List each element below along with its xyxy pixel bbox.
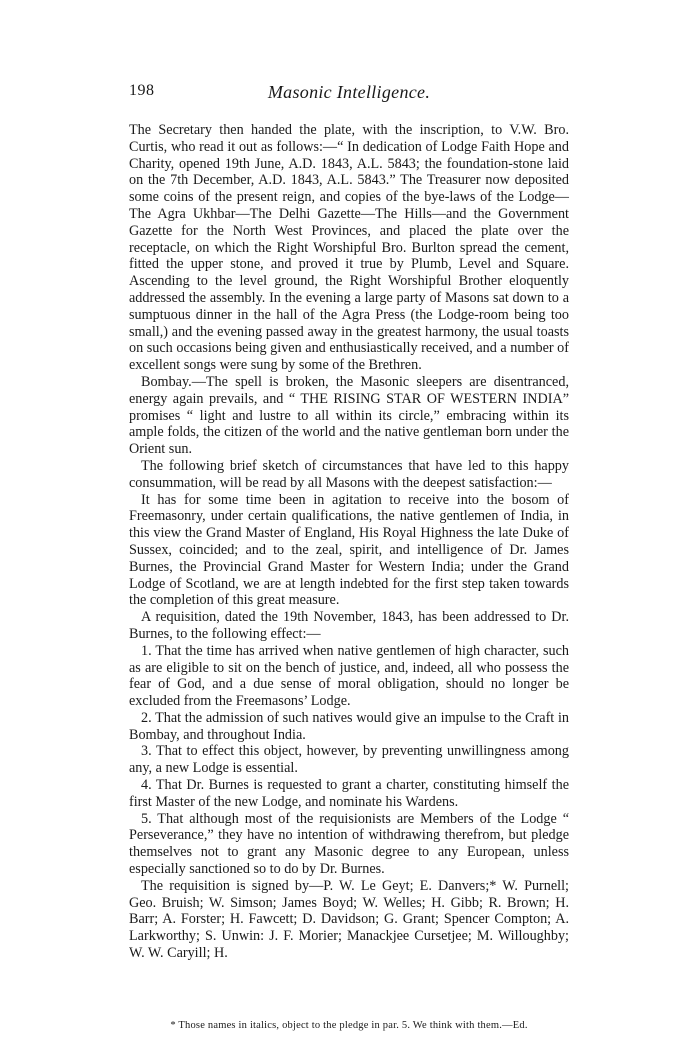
page-header — [129, 82, 569, 106]
list-item-1: 1. That the time has arrived when native gentlemen of high character, such as are eligible to sit on the bench of justice, and, indeed, all who possess the fear of God, and a due sense of moral obligation, should no longer be excluded from the Freemasons’ Lodge. — [129, 642, 569, 710]
list-item-5: 5. That although most of the requisionists are Members of the Lodge “ Perseverance,” they have no intention of withdrawing therefrom, but pledge themselves not to grant any Masonic degree to any European, unless especially sanctioned so to do by Dr. Burnes. — [129, 810, 569, 878]
running-title: Masonic Intelligence. — [267, 82, 431, 102]
footnote: * Those names in italics, object to the pledge in par. 5. We think with them.—Ed. — [170, 1020, 528, 1031]
list-item-2: 2. That the admission of such natives would give an impulse to the Craft in Bombay, and throughout India. — [129, 709, 569, 743]
page-body — [129, 122, 569, 962]
list-item-3: 3. That to effect this object, however, by preventing unwillingness among any, a new Lodge is essential. — [129, 743, 569, 777]
paragraph-requisition: A requisition, dated the 19th November, 1843, has been addressed to Dr. Burnes, to the following effect:— — [129, 609, 569, 642]
paragraph-bombay: Bombay.—The spell is broken, the Masonic sleepers are disentranced, energy again prevails, and “ THE RISING STAR OF WESTERN INDIA” promises “ light and lustre to all within its circle,” embracing within its ample folds, the citizen of the world and the native gentleman born under the Orient sun. — [129, 373, 569, 458]
page-number: 198 — [129, 82, 155, 99]
list-item-4: 4. That Dr. Burnes is requested to grant a charter, constituting himself the first Master of the new Lodge, and nominate his Wardens. — [129, 777, 569, 810]
paragraph-dedication: The Secretary then handed the plate, with the inscription, to V.W. Bro. Curtis, who read it out as follows:—“ In dedication of Lodge Faith Hope and Charity, opened 19th June, A.D. 1843, A.L. 5843; the foundation-stone laid on the 7th December, A.D. 1843, A.L. 5843.” The Treasurer now deposited some coins of the present reign, and copies of the bye-laws of the Lodge—The Agra Ukhbar—The Delhi Gazette—The Hills—and the Government Gazette for the North West Provinces, and placed the plate over the receptacle, on which the Right Worshipful Bro. Burlton spread the cement, fitted the upper stone, and proved it true by Plumb, Level and Square. Ascending to the level ground, the Right Worshipful Brother eloquently addressed the assembly. In the evening a large party of Masons sat down to a sumptuous dinner in the hall of the Agra Press (the Lodge-room being too small,) and the evening passed away in the greatest harmony, the usual toasts on such occasions being given and enthusiastically received, and a number of excellent songs were sung by some of the Brethren. — [129, 122, 569, 374]
paragraph-brief-sketch: The following brief sketch of circumstances that have led to this happy consummation, will be read by all Masons with the deepest satisfaction:— — [129, 457, 569, 491]
paragraph-signatories: The requisition is signed by—P. W. Le Geyt; E. Danvers;* W. Purnell; Geo. Bruish; W. Simson; James Boyd; W. Welles; H. Gibb; R. Brown; H. Barr; A. Forster; H. Fawcett; D. Davidson; G. Grant; Spencer Compton; A. Larkworthy; S. Unwin: J. F. Morier; Manackjee Cursetjee; M. Willoughby; W. W. Caryill; H. — [129, 877, 569, 962]
paragraph-agitation: It has for some time been in agitation to receive into the bosom of Freemasonry, under certain qualifications, the native gentlemen of India, in this view the Grand Master of England, His Royal Highness the late Duke of Sussex, coincided; and to the zeal, spirit, and intelligence of Dr. James Burnes, the Provincial Grand Master for Western India; under the Grand Lodge of Scotland, we are at length indebted for the first step taken towards the completion of this great measure. — [129, 491, 569, 609]
